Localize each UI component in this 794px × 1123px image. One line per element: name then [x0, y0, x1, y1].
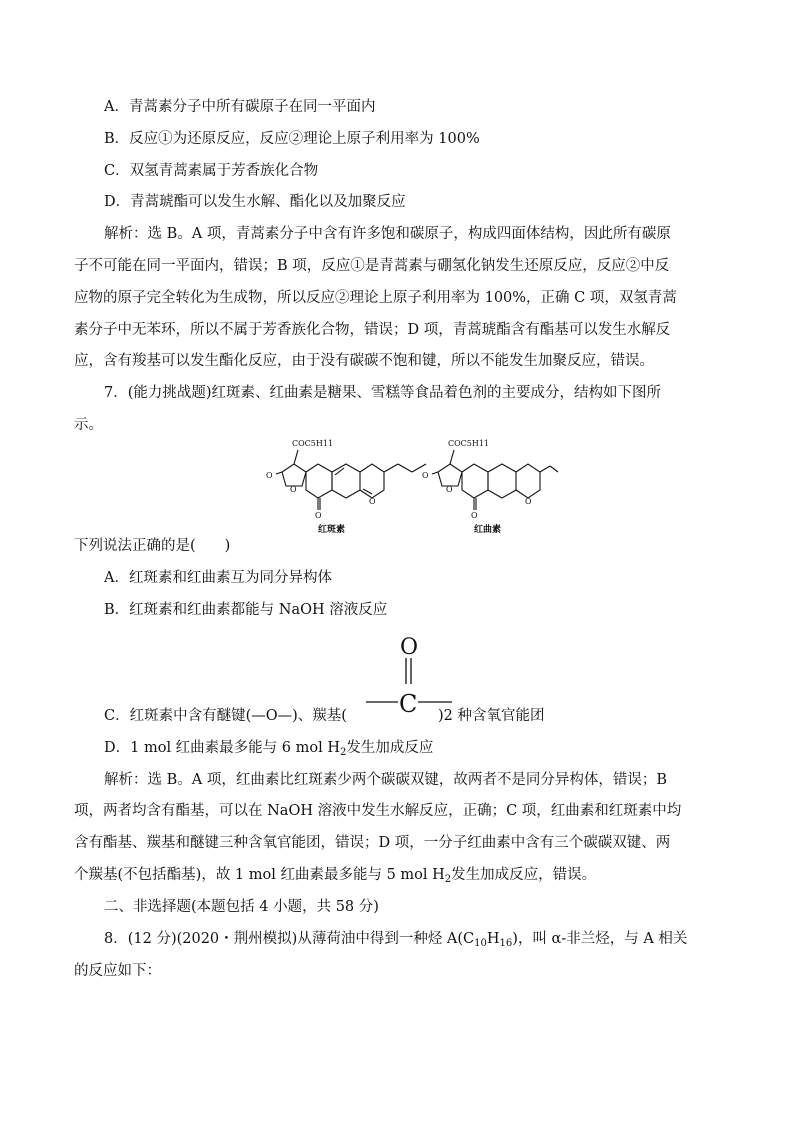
oxygen-label: O — [315, 511, 322, 520]
analysis-7-line — [74, 865, 596, 885]
analysis-6-line: 素分子中无苯环，所以不属于芳香族化合物，错误；D 项，青蒿琥酯含有酯基可以发生水解反 — [74, 322, 671, 338]
option-7c-text: C．红斑素中含有醚键(—O—)、羰基( — [104, 708, 347, 724]
analysis-6-line: 子不可能在同一平面内，错误；B 项，反应①是青蒿素与硼氢化钠发生还原反应，反应②中反 — [74, 258, 670, 274]
option-6c: C．双氢青蒿素属于芳香族化合物 — [104, 163, 319, 179]
analysis-6-line: 应，含有羧基可以发生酯化反应，由于没有碳碳不饱和键，所以不能发生加聚反应，错误。 — [74, 353, 654, 369]
section-heading: 二、非选择题(本题包括 4 小题，共 58 分) — [104, 899, 379, 915]
carbonyl-oxygen: O — [400, 635, 419, 660]
oxygen-label: O — [422, 471, 429, 480]
oxygen-label: O — [525, 497, 532, 506]
lactone-ring — [438, 464, 462, 486]
middle-six-ring — [488, 464, 516, 498]
left-substituent-label: COC5H11 — [292, 439, 334, 448]
question-8-text: 8．(12 分)(2020・荆州模拟)从薄荷油中得到一种烃 A(C — [104, 931, 475, 947]
analysis-7-text: 发生加成反应，错误。 — [451, 867, 597, 883]
question-8-text: H — [486, 931, 500, 947]
right-structure-caption: 红曲素 — [474, 525, 502, 535]
pyran-ring — [360, 464, 384, 498]
analysis-7-text: 个羰基(不包括酯基)，故 1 mol 红曲素最多能与 5 mol H — [74, 867, 445, 883]
option-6d: D．青蒿琥酯可以发生水解、酯化以及加聚反应 — [104, 194, 406, 210]
subscript: 16 — [499, 938, 513, 949]
oxygen-label: O — [471, 511, 478, 520]
question-8-text: )，叫 α-非兰烃，与 A 相关 — [512, 931, 688, 947]
left-six-ring — [306, 464, 332, 498]
question-8-stem — [104, 929, 687, 949]
subscript: 2 — [444, 874, 452, 885]
option-7b: B．红斑素和红曲素都能与 NaOH 溶液反应 — [104, 602, 388, 618]
oxygen-label: O — [446, 485, 453, 494]
option-7d — [104, 738, 433, 758]
option-7d-text: D．1 mol 红曲素最多能与 6 mol H — [104, 740, 340, 756]
carbonyl-structure — [364, 632, 454, 716]
option-7c-text: )2 种含氧官能团 — [437, 708, 545, 724]
subscript: 10 — [474, 938, 487, 949]
question-7-stem: 7．(能力挑战题)红斑素、红曲素是糖果、雪糕等食品着色剂的主要成分，结构如下图所 — [104, 385, 662, 401]
option-7c — [104, 706, 544, 726]
analysis-7-line: 项，两者均含有酯基，可以在 NaOH 溶液中发生水解反应，正确；C 项，红曲素和红斑素中均 — [74, 803, 682, 819]
right-substituent-label: COC5H11 — [448, 439, 490, 448]
analysis-6-line: 解析：选 B。A 项，青蒿素分子中含有许多饱和碳原子，构成四面体结构，因此所有碳原 — [104, 226, 671, 242]
pyran-ring — [516, 464, 540, 498]
analysis-6-line: 应物的原子完全转化为生成物，所以反应②理论上原子利用率为 100%，正确 C 项，双氢青蒿 — [74, 290, 677, 306]
option-6b: B．反应①为还原反应，反应②理论上原子利用率为 100% — [104, 131, 480, 147]
analysis-7-line: 解析：选 B。A 项，红曲素比红斑素少两个碳碳双键，故两者不是同分异构体，错误；B — [104, 772, 667, 788]
left-structure-caption: 红斑素 — [318, 525, 346, 535]
oxygen-label: O — [266, 471, 273, 480]
structure-figure — [262, 428, 562, 536]
question-7-stem: 示。 — [74, 417, 103, 433]
middle-six-ring — [332, 464, 360, 498]
analysis-7-line: 含有酯基、羰基和醚键三种含氧官能团，错误；D 项，一分子红曲素中含有三个碳碳双键、两 — [74, 835, 671, 851]
option-7a: A．红斑素和红曲素互为同分异构体 — [104, 570, 332, 586]
carbonyl-carbon: C — [399, 690, 418, 716]
subscript: 2 — [340, 747, 347, 758]
option-7d-text: 发生加成反应 — [346, 740, 434, 756]
question-7-prompt: 下列说法正确的是( ) — [74, 538, 231, 554]
question-8-stem: 的反应如下： — [74, 963, 161, 979]
oxygen-label: O — [369, 497, 376, 506]
lactone-ring — [282, 464, 306, 486]
left-six-ring — [462, 464, 488, 498]
option-6a: A．青蒿素分子中所有碳原子在同一平面内 — [104, 99, 376, 115]
oxygen-label: O — [290, 485, 297, 494]
